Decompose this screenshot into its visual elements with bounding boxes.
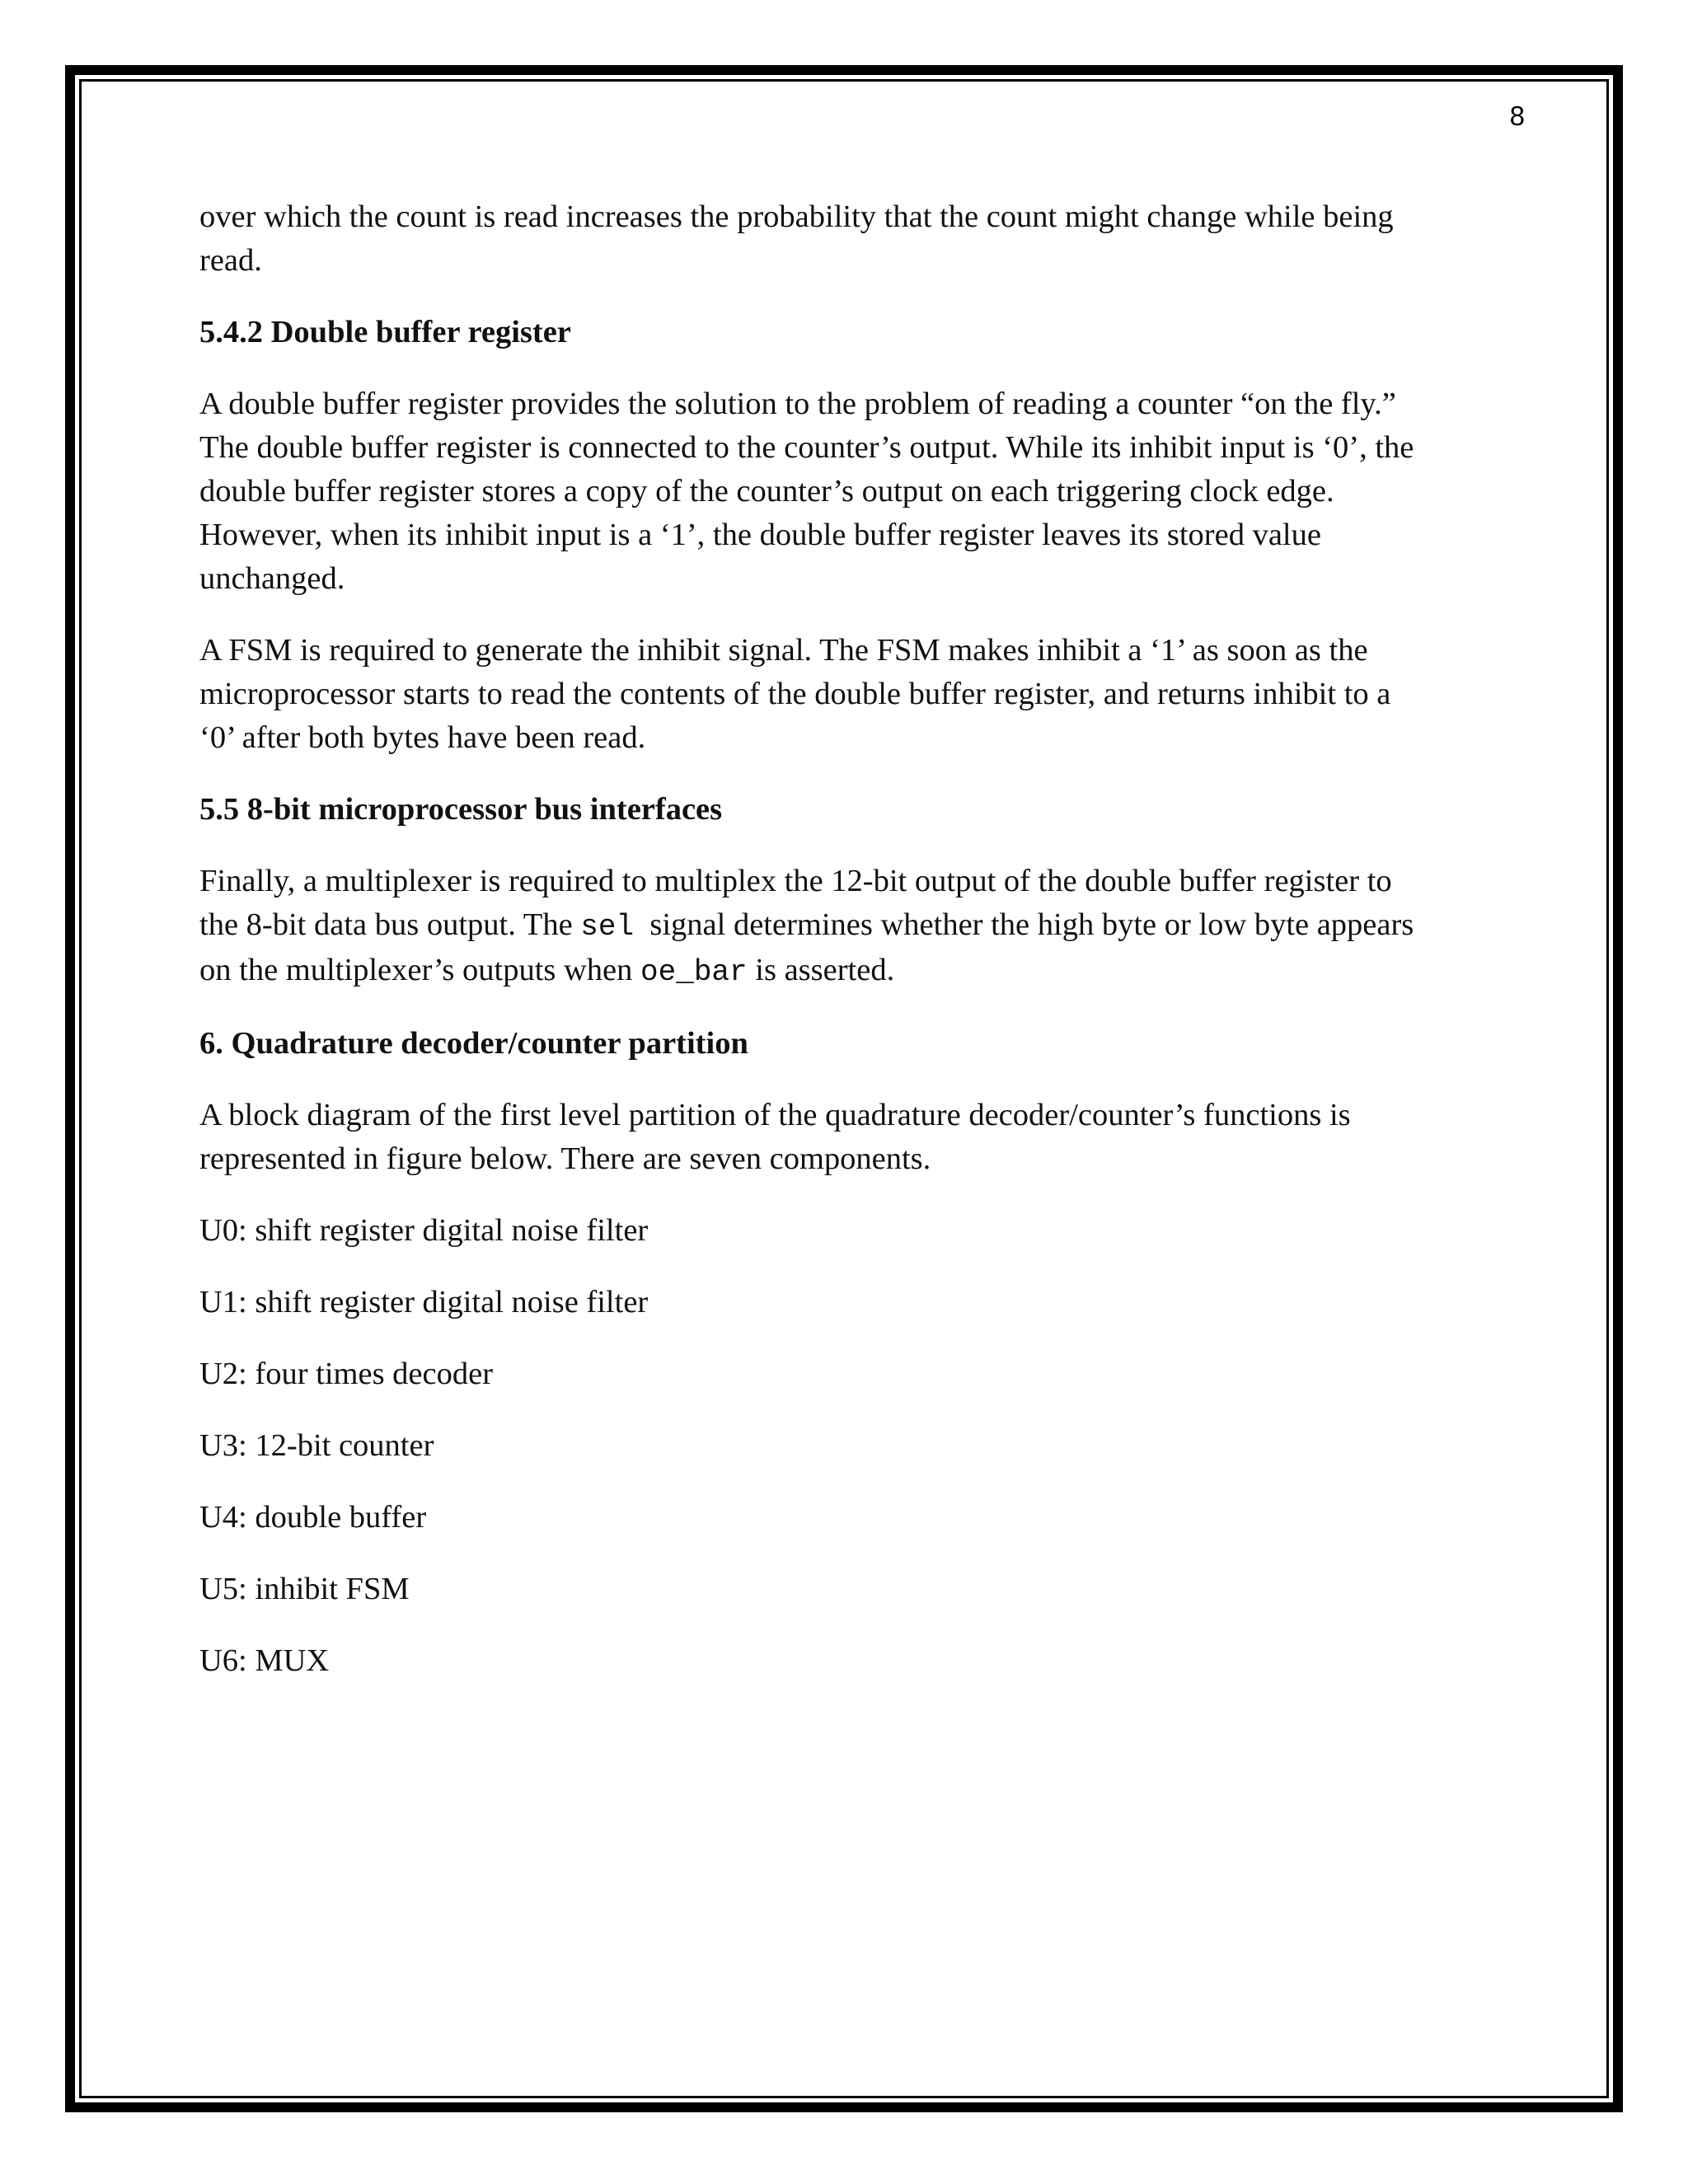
component-item-u2: U2: four times decoder (199, 1357, 494, 1391)
intro-line: read. (199, 243, 262, 278)
paragraph-partition (199, 1094, 1493, 1181)
text-run: signal determines whether the high byte or low byte appears (634, 907, 1414, 942)
component-item-u0: U0: shift register digital noise filter (199, 1213, 649, 1248)
paragraph-line: microprocessor starts to read the contents of the double buffer register, and returns inhibit to a (199, 677, 1391, 711)
component-item-u3: U3: 12-bit counter (199, 1428, 434, 1463)
document-body (199, 195, 1493, 1683)
paragraph-line: However, when its inhibit input is a ‘1’, the double buffer register leaves its stored value (199, 518, 1321, 552)
paragraph-double-buffer (199, 382, 1493, 601)
page-number: 8 (1509, 101, 1525, 131)
component-item-u1: U1: shift register digital noise filter (199, 1285, 649, 1319)
paragraph-multiplexer (199, 860, 1493, 994)
component-item-u5: U5: inhibit FSM (199, 1572, 410, 1606)
paragraph-line: A double buffer register provides the solution to the problem of reading a counter “on the fly.” (199, 387, 1396, 421)
code-sel: sel (580, 910, 635, 944)
text-run: on the multiplexer’s outputs when (199, 953, 641, 987)
intro-line: over which the count is read increases the probability that the count might change while being (199, 199, 1394, 234)
text-run: is asserted. (747, 953, 895, 987)
paragraph-line: represented in figure below. There are seven components. (199, 1141, 931, 1176)
paragraph-fsm (199, 629, 1493, 760)
paragraph-line: unchanged. (199, 561, 345, 596)
paragraph-line (199, 949, 1493, 994)
section-heading-5-4-2: 5.4.2 Double buffer register (199, 315, 571, 349)
paragraph-line: A block diagram of the first level partition of the quadrature decoder/counter’s functions is (199, 1098, 1351, 1132)
component-item-u6: U6: MUX (199, 1643, 330, 1678)
section-heading-6: 6. Quadrature decoder/counter partition (199, 1026, 748, 1061)
paragraph-line: double buffer register stores a copy of the counter’s output on each triggering clock edge. (199, 474, 1334, 509)
code-oe-bar: oe_bar (640, 955, 748, 989)
paragraph-line: The double buffer register is connected to the counter’s output. While its inhibit input is ‘0’, the (199, 430, 1414, 465)
paragraph-line: ‘0’ after both bytes have been read. (199, 720, 646, 755)
paragraph-line (199, 903, 1493, 949)
paragraph-line: A FSM is required to generate the inhibit signal. The FSM makes inhibit a ‘1’ as soon as the (199, 633, 1368, 668)
section-heading-5-5: 5.5 8-bit microprocessor bus interfaces (199, 792, 723, 827)
component-item-u4: U4: double buffer (199, 1500, 427, 1535)
text-run: the 8-bit data bus output. The (199, 907, 581, 942)
paragraph-line: Finally, a multiplexer is required to multiplex the 12-bit output of the double buffer register to (199, 864, 1392, 898)
